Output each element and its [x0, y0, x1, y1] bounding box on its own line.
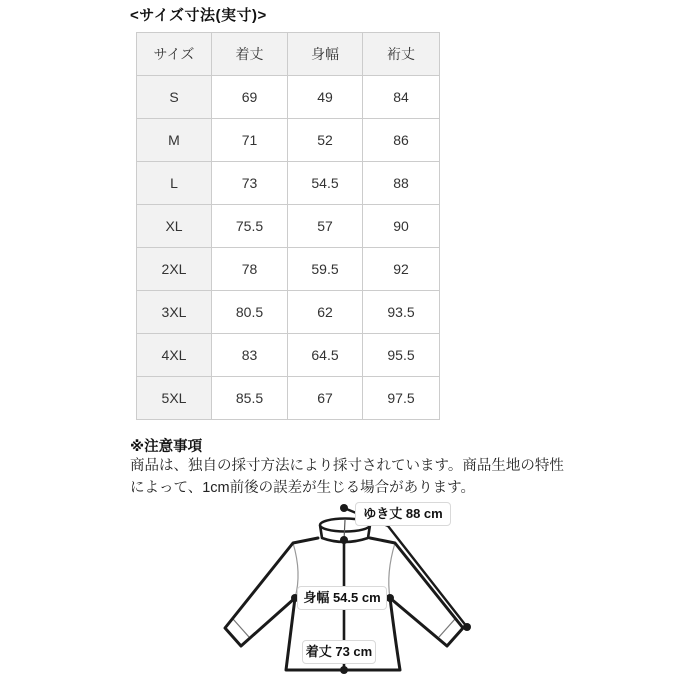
size-cell: M — [137, 119, 212, 162]
size-cell: S — [137, 76, 212, 119]
size-section-title: <サイズ寸法(実寸)> — [130, 7, 267, 24]
mihaba-label: 身幅 54.5 cm — [297, 586, 387, 610]
value-cell: 49 — [288, 76, 363, 119]
size-row-5xl — [137, 377, 440, 420]
value-cell: 93.5 — [363, 291, 440, 334]
size-row-m — [137, 119, 440, 162]
value-cell: 80.5 — [212, 291, 288, 334]
value-cell: 84 — [363, 76, 440, 119]
kitake-label: 着丈 73 cm — [302, 640, 376, 664]
value-cell: 78 — [212, 248, 288, 291]
yukitake-cuff-dot — [463, 623, 471, 631]
value-cell: 69 — [212, 76, 288, 119]
value-cell: 64.5 — [288, 334, 363, 377]
size-row-l — [137, 162, 440, 205]
yukitake-label: ゆき丈 88 cm — [355, 502, 451, 526]
value-cell: 97.5 — [363, 377, 440, 420]
value-cell: 95.5 — [363, 334, 440, 377]
value-cell: 86 — [363, 119, 440, 162]
kitake-collar-dot — [340, 536, 348, 544]
yukitake-neck-dot — [340, 504, 348, 512]
value-cell: 54.5 — [288, 162, 363, 205]
column-header-yukitake: 裄丈 — [363, 33, 440, 76]
kitake-hem-dot — [340, 666, 348, 674]
size-row-xl — [137, 205, 440, 248]
value-cell: 62 — [288, 291, 363, 334]
value-cell: 83 — [212, 334, 288, 377]
notes-heading: ※注意事項 — [130, 439, 203, 455]
value-cell: 92 — [363, 248, 440, 291]
value-cell: 75.5 — [212, 205, 288, 248]
column-header-size: サイズ — [137, 33, 212, 76]
value-cell: 57 — [288, 205, 363, 248]
size-cell: XL — [137, 205, 212, 248]
size-row-s — [137, 76, 440, 119]
value-cell: 52 — [288, 119, 363, 162]
size-cell: 3XL — [137, 291, 212, 334]
garment-measurement-diagram — [210, 498, 480, 680]
size-cell: L — [137, 162, 212, 205]
value-cell: 73 — [212, 162, 288, 205]
column-header-chakutake: 着丈 — [212, 33, 288, 76]
value-cell: 85.5 — [212, 377, 288, 420]
value-cell: 90 — [363, 205, 440, 248]
value-cell: 71 — [212, 119, 288, 162]
size-row-3xl — [137, 291, 440, 334]
mihaba-right-dot — [386, 594, 394, 602]
value-cell: 59.5 — [288, 248, 363, 291]
column-header-mihaba: 身幅 — [288, 33, 363, 76]
size-table — [136, 32, 440, 420]
value-cell: 88 — [363, 162, 440, 205]
value-cell: 67 — [288, 377, 363, 420]
size-row-4xl — [137, 334, 440, 377]
size-cell: 5XL — [137, 377, 212, 420]
size-cell: 4XL — [137, 334, 212, 377]
size-row-2xl — [137, 248, 440, 291]
size-table-header-row — [137, 33, 440, 76]
size-cell: 2XL — [137, 248, 212, 291]
notes-body: 商品は、独自の採寸方法により採寸されています。商品生地の特性によって、1cm前後の誤差が生じる場合があります。 — [130, 458, 564, 496]
